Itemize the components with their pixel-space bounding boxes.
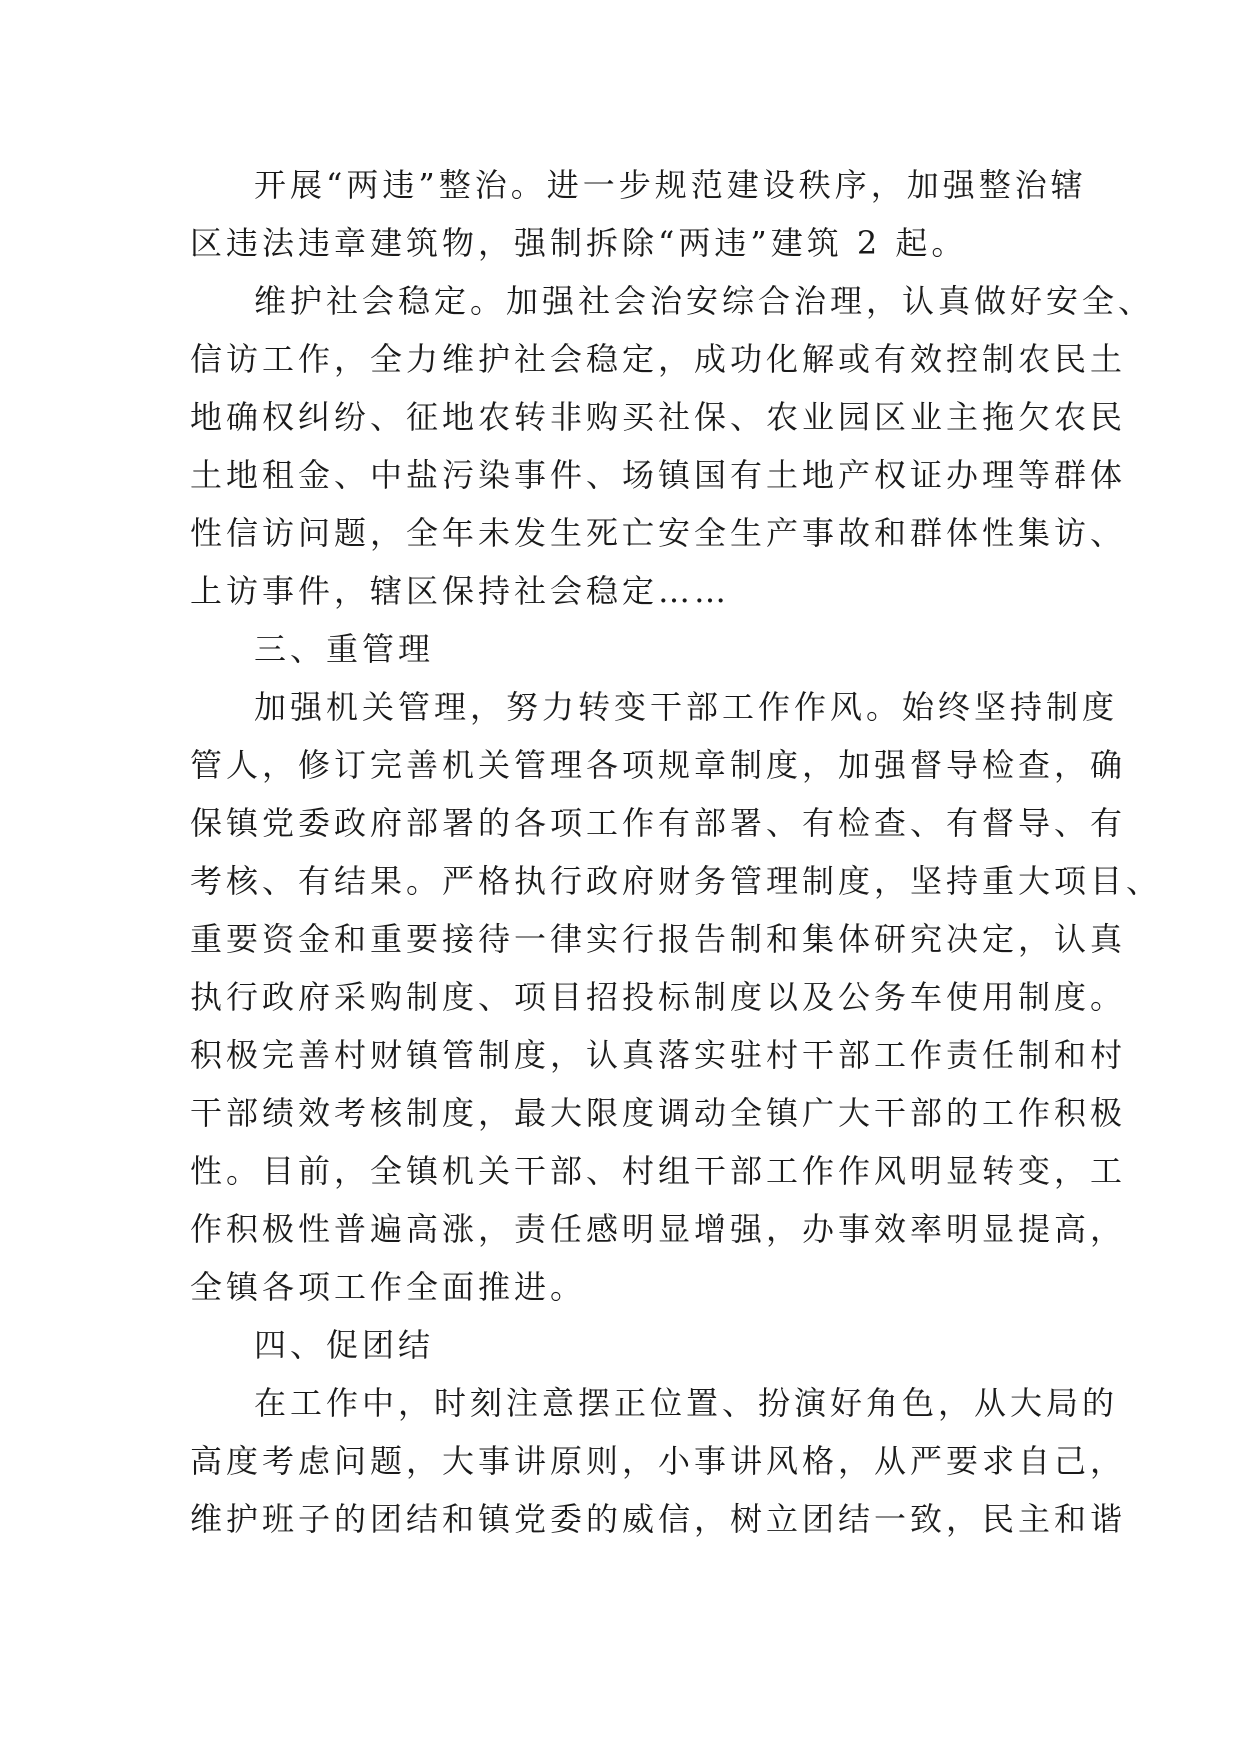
paragraph-line: 维护社会稳定。加强社会治安综合治理，认真做好安全、: [254, 282, 1155, 320]
paragraph-line: 区违法违章建筑物，强制拆除“两违”建筑 2 起。: [190, 224, 968, 262]
paragraph-line: 执行政府采购制度、项目招投标制度以及公务车使用制度。: [190, 978, 1127, 1016]
paragraph-line: 全镇各项工作全面推进。: [190, 1268, 587, 1306]
paragraph-line: 积极完善村财镇管制度，认真落实驻村干部工作责任制和村: [190, 1036, 1127, 1074]
paragraph-line: 土地租金、中盐污染事件、场镇国有土地产权证办理等群体: [190, 456, 1127, 494]
section-heading: 四、促团结: [254, 1326, 435, 1364]
paragraph-line: 考核、有结果。严格执行政府财务管理制度，坚持重大项目、: [190, 862, 1163, 900]
paragraph-line: 重要资金和重要接待一律实行报告制和集体研究决定，认真: [190, 920, 1127, 958]
paragraph-line: 信访工作，全力维护社会稳定，成功化解或有效控制农民土: [190, 340, 1127, 378]
paragraph-line: 维护班子的团结和镇党委的威信，树立团结一致，民主和谐: [190, 1500, 1127, 1538]
paragraph-line: 作积极性普遍高涨，责任感明显增强，办事效率明显提高，: [190, 1210, 1127, 1248]
paragraph-line: 干部绩效考核制度，最大限度调动全镇广大干部的工作积极: [190, 1094, 1127, 1132]
paragraph-line: 保镇党委政府部署的各项工作有部署、有检查、有督导、有: [190, 804, 1127, 842]
paragraph-line: 上访事件，辖区保持社会稳定……: [190, 572, 731, 610]
paragraph-line: 性。目前，全镇机关干部、村组干部工作作风明显转变，工: [190, 1152, 1127, 1190]
paragraph-line: 加强机关管理，努力转变干部工作作风。始终坚持制度: [254, 688, 1119, 726]
paragraph-line: 性信访问题，全年未发生死亡安全生产事故和群体性集访、: [190, 514, 1127, 552]
paragraph-line: 在工作中，时刻注意摆正位置、扮演好角色，从大局的: [254, 1384, 1119, 1422]
paragraph-line: 开展“两违”整治。进一步规范建设秩序，加强整治辖: [254, 166, 1087, 204]
paragraph-line: 地确权纠纷、征地农转非购买社保、农业园区业主拖欠农民: [190, 398, 1127, 436]
section-heading: 三、重管理: [254, 630, 435, 668]
paragraph-line: 管人，修订完善机关管理各项规章制度，加强督导检查，确: [190, 746, 1127, 784]
paragraph-line: 高度考虑问题，大事讲原则，小事讲风格，从严要求自己，: [190, 1442, 1127, 1480]
